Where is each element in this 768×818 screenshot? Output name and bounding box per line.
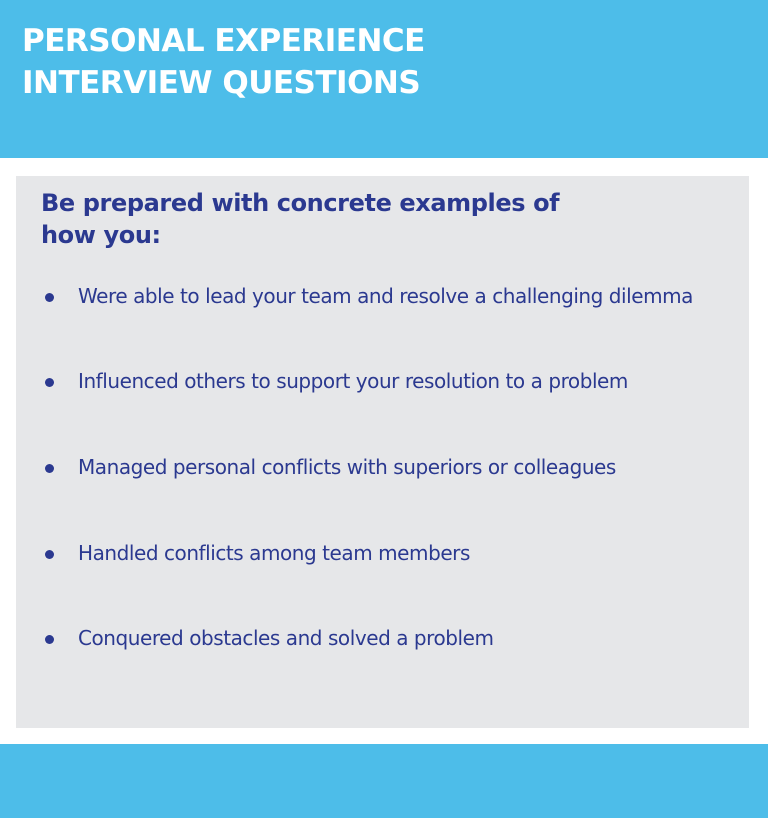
content-panel — [16, 176, 749, 728]
list-item-text: Managed personal conflicts with superiors or colleagues — [78, 455, 616, 479]
intro-text: Be prepared with concrete examples of how you: — [41, 189, 560, 249]
page-title-line-1: PERSONAL EXPERIENCE — [22, 23, 425, 59]
list-item-text: Were able to lead your team and resolve a challenging dilemma — [78, 284, 693, 308]
page-title-line-2: INTERVIEW QUESTIONS — [22, 65, 421, 101]
bullet-icon — [45, 378, 54, 387]
list-item-text: Handled conflicts among team members — [78, 541, 470, 565]
bullet-icon — [45, 293, 54, 302]
bullet-icon — [45, 464, 54, 473]
bullet-icon — [45, 635, 54, 644]
list-item — [16, 366, 749, 396]
list-item — [16, 538, 749, 568]
list-item — [16, 452, 749, 482]
list-item-text: Influenced others to support your resolution to a problem — [78, 369, 628, 393]
footer-banner — [0, 744, 768, 818]
page-title — [22, 20, 425, 104]
list-item-text: Conquered obstacles and solved a problem — [78, 626, 494, 650]
list-item — [16, 281, 749, 311]
list-item — [16, 623, 749, 653]
bullet-icon — [45, 550, 54, 559]
header-banner — [0, 0, 768, 158]
